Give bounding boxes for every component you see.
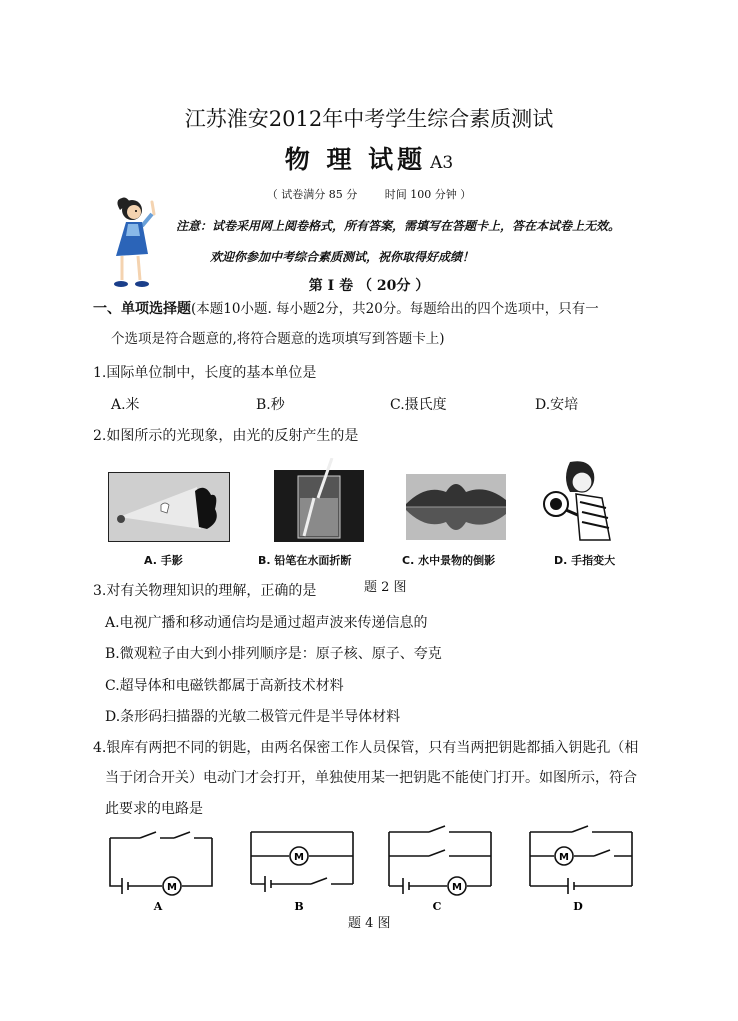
figure-magnifier (530, 458, 640, 568)
paper-version: A3 (430, 153, 454, 173)
question-4-stem-line-3: 此要求的电路是 (105, 801, 203, 817)
hand-shadow-image (108, 472, 230, 542)
question-1-option-a: A.米 (111, 397, 140, 413)
pencil-in-water-image (274, 458, 364, 542)
question-3-stem: 3.对有关物理知识的理解，正确的是 (93, 583, 317, 599)
question-4-stem-line-2: 当于闭合开关）电动门才会打开，单独使用某一把钥匙不能使门打开。如图所示，符合 (105, 770, 637, 786)
figure-c-label: C. 水中景物的倒影 (402, 554, 496, 567)
question-1-stem: 1.国际单位制中，长度的基本单位是 (93, 365, 317, 381)
reflection-image (406, 474, 506, 540)
subject-name: 物 理 试题 (284, 145, 427, 174)
figure-2-caption: 题 2 图 (364, 580, 407, 595)
question-3-option-d: D.条形码扫描器的光敏二极管元件是半导体材料 (105, 709, 401, 725)
section-intro-line-1 (93, 296, 599, 322)
circuit-c-label: C (432, 900, 442, 913)
circuit-a-motor-label: M (167, 882, 177, 893)
circuit-c-diagram (383, 822, 497, 914)
question-2-stem: 2.如图所示的光现象，由光的反射产生的是 (93, 428, 359, 444)
figure-d-label: D. 手指变大 (554, 554, 616, 567)
figure-pencil-refraction (254, 458, 394, 568)
question-1-option-c: C.摄氏度 (390, 397, 447, 413)
exam-time: 时间 100 分钟 ） (384, 188, 472, 201)
section-intro-line-2: 个选项是符合题意的,将符合题意的选项填写到答题卡上) (111, 331, 445, 347)
circuit-d-diagram (524, 822, 638, 914)
notice-line-1: 注意：试卷采用网上阅卷格式，所有答案，需填写在答题卡上，答在本试卷上无效。 (176, 219, 621, 233)
question-3-option-a: A.电视广播和移动通信均是通过超声波来传递信息的 (105, 615, 428, 631)
exam-title: 江苏淮安2012年中考学生综合素质测试 (184, 107, 554, 131)
circuit-a-diagram (104, 826, 218, 914)
circuit-a-label: A (153, 900, 163, 913)
question-3-option-b: B.微观粒子由大到小排列顺序是：原子核、原子、夸克 (105, 646, 442, 662)
subject-title (0, 140, 738, 176)
circuit-b-diagram (245, 822, 359, 914)
section-description: (本题10小题. 每小题2分，共20分。每题给出的四个选项中，只有一 (191, 301, 599, 317)
full-score: （ 试卷满分 85 分 (266, 188, 358, 201)
question-1-option-b: B.秒 (256, 397, 285, 413)
circuit-d-motor-label: M (559, 852, 569, 863)
figure-a-label: A. 手影 (144, 554, 183, 567)
circuit-b-motor-label: M (294, 852, 304, 863)
figure-4-caption: 题 4 图 (348, 916, 391, 931)
question-1-option-d: D.安培 (535, 397, 579, 413)
question-4-stem-line-1: 4.银库有两把不同的钥匙，由两名保密工作人员保管，只有当两把钥匙都插入钥匙孔（相 (93, 740, 639, 756)
part-title: 第 I 卷 （ 20分 ） (308, 278, 430, 294)
question-3-option-c: C.超导体和电磁铁都属于高新技术材料 (105, 678, 344, 694)
figure-hand-shadow (108, 472, 230, 568)
magnifier-image (536, 458, 626, 544)
section-heading: 一、单项选择题 (93, 301, 191, 317)
circuit-d-label: D (573, 900, 583, 913)
notice-line-2: 欢迎你参加中考综合素质测试，祝你取得好成绩！ (210, 250, 475, 264)
figure-reflection (402, 474, 512, 570)
circuit-b-label: B (294, 900, 304, 913)
figure-b-label: B. 铅笔在水面折断 (258, 554, 352, 567)
circuit-c-motor-label: M (452, 882, 462, 893)
